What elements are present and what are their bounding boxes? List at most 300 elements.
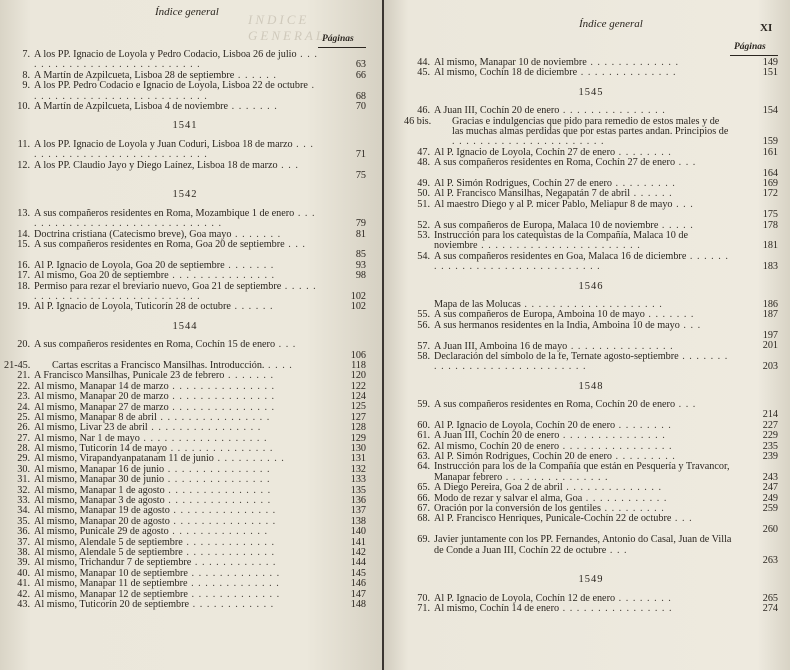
leader-dots: . . . . . . . . . . . . . . [168, 527, 268, 538]
leader-dots: . . . [671, 514, 693, 525]
leader-dots: . . . . . . . . . . . . . . . [168, 381, 276, 392]
leader-dots: . . . . . . . . . . . . . . . [168, 402, 276, 413]
entry-number: 20. [17, 339, 30, 351]
entry-number: 40. [17, 567, 30, 579]
entry-title: Al mismo, Alendale 5 de septiembre [34, 547, 183, 558]
page-number: 203 [762, 361, 778, 373]
page-number: 159 [762, 136, 778, 148]
leader-dots: . . . . . . . . . . . . . . . . [147, 423, 262, 434]
entry-title: Instrucción para los catequistas de la Compañía, Malaca 10 de noviembre [434, 230, 689, 252]
entry-title: Al P. Ignacio de Loyola, Cochín 20 de enero [434, 420, 616, 431]
page-number: 151 [762, 67, 778, 79]
toc-entry [4, 392, 366, 402]
page-number: 149 [762, 56, 778, 68]
toc-entry [4, 496, 366, 506]
page-number: 138 [350, 515, 366, 527]
entry-number: 7. [22, 49, 30, 60]
entry-title: Al P. Ignacio de Loyola, Tuticorín 28 de octubre [34, 302, 231, 313]
page-number: 129 [350, 432, 366, 444]
leader-dots: . . . . . . . . . . . . . . . . . . . . . . . . . . . . [34, 139, 314, 161]
page-number: 164 [762, 167, 778, 179]
toc-entry [4, 161, 366, 182]
entry-title: Al mismo, Manapar 11 de septiembre [34, 579, 188, 590]
page-number: 132 [350, 463, 366, 475]
year-heading: 1548 [578, 380, 604, 392]
page-number: 140 [350, 526, 366, 538]
header-rule [730, 55, 778, 56]
entry-title: Al mismo, Manapar 10 de septiembre [34, 568, 188, 579]
leader-dots: . . . . . . . . . . . . . . . [559, 431, 666, 442]
toc-entry [4, 548, 366, 558]
page-number: 178 [762, 219, 778, 231]
entry-number: 46. [417, 105, 430, 117]
entry-title: Cartas escritas a Francisco Mansilhas. Introducción. [52, 360, 265, 371]
entry-title: Declaración del símbolo de la fe, Ternate agosto-septiembre [434, 351, 679, 362]
entry-title: Al mismo, Tuticorín 20 de septiembre [34, 599, 190, 610]
toc-entry [404, 117, 778, 148]
year-heading: 1549 [578, 574, 604, 586]
entry-title: A los PP. Ignacio de Loyola y Juan Coduri, Lisboa 18 de marzo [34, 139, 293, 150]
toc-entry [4, 340, 366, 361]
toc-entry [404, 352, 778, 373]
leader-dots: . . . . . . . . [615, 147, 672, 158]
entry-number: 27. [17, 432, 30, 444]
entry-title: Al P. Ignacio de Loyola, Cochín 27 de enero [434, 147, 616, 158]
entry-number: 67. [417, 503, 430, 515]
leader-dots: . . . . . . . . . . . . . [586, 58, 679, 68]
toc-entry [404, 514, 778, 535]
leader-dots: . . . [675, 158, 697, 169]
page-number: 249 [762, 492, 778, 504]
leader-dots: . . . . . . . . . . . . . . . [502, 471, 609, 483]
entry-number: 9. [22, 80, 30, 92]
toc-entry [404, 231, 778, 252]
entry-number: 13. [17, 207, 30, 219]
entry-number: 19. [17, 301, 30, 313]
entry-title: Al mismo, Manapar 3 de agosto [34, 496, 165, 507]
entry-title: Al mismo, Tuticorín 14 de mayo [34, 444, 168, 455]
page-number: 120 [350, 370, 366, 382]
leader-dots: . . . . . . . . . . . . . [182, 547, 276, 558]
entry-number: 64. [417, 461, 430, 473]
leader-dots: . . . [606, 544, 628, 556]
page-number: 102 [350, 301, 366, 313]
toc-entry [404, 321, 778, 342]
entry-title: A los PP. Pedro Codacio e Ignacio de Loyola, Lisboa 22 de octubre [34, 81, 308, 92]
entry-title: A Francisco Mansilhas, Punicale 23 de febrero [34, 371, 225, 382]
entry-number: 8. [22, 69, 30, 81]
entry-number: 54. [417, 250, 430, 262]
toc-entry [404, 462, 778, 483]
entry-title: Al mismo, Goa 20 de septiembre [34, 271, 169, 282]
entry-title: Gracias e indulgencias que pido para remedio de estos males y de las muchas almas perdidas que por estas partes andan. Principios de [452, 116, 729, 137]
leader-dots: . . . . . . . . . . . . . . . [168, 271, 276, 282]
toc-entry [4, 382, 366, 392]
leader-dots: . . . . . . . . [615, 593, 672, 604]
toc-entry [4, 423, 366, 433]
page-number: 63 [355, 59, 366, 71]
page-number: 239 [762, 451, 778, 463]
leader-dots: . . . . . . . . . . . . . . . [164, 485, 272, 496]
toc-entry [404, 594, 778, 604]
entry-title: A Juan III, Amboina 16 de mayo [434, 341, 568, 352]
leader-dots: . . . . . . . . . . . . . . . [164, 496, 272, 507]
entry-number: 30. [17, 463, 30, 475]
toc-entry [4, 102, 366, 112]
leader-dots: . . . . . . . . . [600, 504, 665, 515]
right-page [384, 0, 790, 670]
entry-title: Permiso para rezar el breviario nuevo, Goa 21 de septiembre [34, 281, 282, 292]
toc-entry [404, 504, 778, 514]
leader-dots: . . . . . . . [224, 260, 275, 271]
entry-number: 45. [417, 67, 430, 79]
entry-title: Al P. Ignacio de Loyola, Cochín 12 de enero [434, 593, 616, 604]
page-number: 147 [350, 588, 366, 600]
toc-entry [4, 282, 366, 303]
page-number: 181 [762, 240, 778, 252]
page-number: 186 [762, 298, 778, 310]
toc-entry [4, 140, 366, 161]
leader-dots: . . . . . . . . . . . . . . . . . . . . . . . . . . [34, 81, 315, 102]
toc-entry [4, 361, 366, 371]
toc-entry [4, 271, 366, 281]
page-number: 146 [350, 578, 366, 590]
entry-number: 60. [417, 419, 430, 431]
toc-entry [404, 68, 778, 78]
entry-number: 23. [17, 391, 30, 403]
leader-dots: . . . . . . . . . . . . . . . . . . . . . . [452, 136, 605, 148]
entry-title: Mapa de las Molucas [434, 299, 521, 310]
entry-title: A Juan III, Cochín 20 de enero [434, 431, 560, 442]
year-heading: 1544 [172, 320, 198, 332]
page-number: 259 [762, 503, 778, 515]
entry-number: 10. [17, 100, 30, 112]
leader-dots: . . . . . . [234, 70, 277, 81]
leader-dots: . . . . . . . . . . . . . . . [559, 106, 666, 117]
entry-number: 69. [417, 534, 430, 546]
entry-number: 50. [417, 188, 430, 200]
entry-number: 56. [417, 319, 430, 331]
toc-entry [404, 310, 778, 320]
toc-entry [404, 221, 778, 231]
paginas-header: Páginas [734, 42, 766, 52]
entry-title: Al P. Simón Rodrigues, Cochín 20 de enero [434, 452, 612, 463]
page-number: 148 [350, 598, 366, 610]
entry-number: 38. [17, 546, 30, 558]
entry-title: A sus compañeros residentes en Goa, Malaca 16 de diciembre [434, 251, 687, 262]
page-number: 127 [350, 411, 366, 423]
toc-entry [404, 535, 778, 566]
toc-entry [4, 538, 366, 548]
page-number: 274 [762, 603, 778, 615]
leader-dots: . . . . . . . . . . . . [582, 493, 668, 504]
leader-dots: . . . . . . . . . . . . . . . . [156, 412, 271, 423]
bleed-through-header: INDICE GENERAL [248, 12, 327, 43]
leader-dots: . . . [275, 340, 297, 351]
toc-entry [4, 81, 366, 102]
entry-number: 16. [17, 259, 30, 271]
entry-number: 44. [417, 57, 430, 68]
entry-number: 71. [417, 603, 430, 615]
entry-title: Instrucción para los de la Compañía que están en Pesquería y Travancor, Manapar febrero [434, 462, 730, 483]
entry-number: 55. [417, 309, 430, 321]
entry-title: A Martín de Azpilcueta, Lisboa 4 de noviembre [34, 101, 229, 112]
entry-number: 39. [17, 557, 30, 569]
entry-number: 49. [417, 177, 430, 189]
entry-number: 28. [17, 443, 30, 455]
page-number: 243 [762, 471, 778, 483]
toc-entry [4, 486, 366, 496]
page-number: 214 [762, 409, 778, 421]
page-number: 235 [762, 440, 778, 452]
header-rule [318, 47, 366, 48]
page-number: 70 [355, 100, 366, 112]
toc-entry [4, 302, 366, 312]
entry-number: 21. [17, 370, 30, 382]
toc-entry [4, 590, 366, 600]
leader-dots: . . . . . . . . . . . . . . . [169, 516, 277, 527]
entry-number: 14. [17, 228, 30, 240]
leader-dots: . . . . . . . . . . [213, 454, 285, 465]
leader-dots: . . . . . . . . . . . . . . . . . . . . [520, 299, 663, 310]
entry-title: Al mismo, Cochín 14 de enero [434, 604, 560, 615]
entry-title: A Martín de Azpilcueta, Lisboa 28 de septiembre [34, 70, 235, 81]
entry-title: Al mismo, Manapar 19 de agosto [34, 506, 170, 517]
entry-number: 25. [17, 411, 30, 423]
toc-entry [4, 475, 366, 485]
toc-entry [4, 230, 366, 240]
year-heading: 1542 [172, 189, 198, 201]
entry-title: A los PP. Ignacio de Loyola y Pedro Codacio, Lisboa 26 de julio [34, 50, 297, 60]
leader-dots: . . . . . . . . [615, 420, 672, 431]
entry-number: 15. [17, 238, 30, 250]
leader-dots: . . . . . . . . . . . . . . . [168, 392, 276, 403]
toc-entry [4, 600, 366, 610]
entry-number: 41. [17, 578, 30, 590]
entry-number: 33. [17, 495, 30, 507]
entry-number: 57. [417, 340, 430, 352]
toc-entry [404, 148, 778, 158]
entry-title: A sus compañeros residentes en Roma, Mozambique 1 de enero [34, 208, 295, 219]
page-number: 79 [355, 218, 366, 230]
entry-title: Al mismo, Manapar 1 de agosto [34, 485, 165, 496]
leader-dots: . . . . . . . . . . . . . . . [164, 475, 271, 486]
leader-dots: . . . . . . . . . . . . . . . . . . . . . . . . . . . . . [34, 281, 317, 302]
toc-list-left [4, 50, 366, 610]
leader-dots: . . . . . . . . . . . . . . . . . . . . . . . [477, 240, 641, 252]
page-folio: XI [760, 22, 773, 34]
page-number: 131 [350, 453, 366, 465]
entry-title: A los PP. Claudio Jayo y Diego Laínez, Lisboa 18 de marzo [34, 160, 278, 171]
entry-number: 43. [17, 598, 30, 610]
page-number: 125 [350, 401, 366, 413]
entry-title: Al mismo, Manapar 14 de marzo [34, 381, 169, 392]
page-number: 75 [355, 169, 366, 181]
entry-title: A Diego Pereira, Goa 2 de abril [434, 483, 563, 494]
leader-dots: . . . [284, 239, 306, 250]
page-number: 141 [350, 536, 366, 548]
toc-entry [4, 261, 366, 271]
toc-entry [404, 421, 778, 431]
page-number: 135 [350, 484, 366, 496]
leader-dots: . . . . . . [630, 189, 673, 200]
toc-entry [404, 400, 778, 421]
leader-dots: . . . . . . . . . . . . . . . . . . [139, 433, 268, 444]
entry-title: Al mismo, Manapar 16 de junio [34, 464, 165, 475]
leader-dots: . . . [672, 199, 694, 210]
entry-number: 35. [17, 515, 30, 527]
toc-entry [404, 58, 778, 68]
page-number: 142 [350, 546, 366, 558]
entry-number: 17. [17, 270, 30, 282]
page-number: 81 [355, 228, 366, 240]
left-page [0, 0, 382, 670]
entry-number: 46 bis. [404, 115, 432, 127]
leader-dots: . . . . . . . . . . . . [189, 599, 275, 610]
entry-number: 11. [17, 138, 30, 150]
entry-title: Al mismo, Punicale 29 de agosto [34, 527, 169, 538]
page-number: 136 [350, 495, 366, 506]
toc-entry [4, 444, 366, 454]
entry-title: Al mismo, Manapar 8 de abril [34, 412, 157, 423]
entry-title: Al P. Simón Rodrigues, Cochín 27 de enero [434, 178, 612, 189]
leader-dots: . . . . . . . . . . . . . . . . [559, 441, 673, 452]
entry-number: 62. [417, 440, 430, 452]
entry-title: Oración por la conversión de los gentiles [434, 504, 601, 515]
entry-number: 22. [17, 380, 30, 392]
entry-title: Al mismo, Manapar 12 de septiembre [34, 589, 188, 600]
toc-entry [404, 342, 778, 352]
entry-title: Al mismo, Cochín 18 de diciembre [434, 68, 578, 79]
leader-dots: . . . . . . . . . . . . . . . [567, 341, 674, 352]
page-number: 263 [762, 555, 778, 566]
entry-number: 37. [17, 536, 30, 548]
entry-number: 42. [17, 588, 30, 600]
entry-number: 12. [17, 159, 30, 171]
leader-dots: . . . . . . . . . . . . . [182, 537, 276, 548]
entry-title: Al mismo, Manapar 30 de junio [34, 475, 165, 486]
entry-number: 59. [417, 399, 430, 411]
leader-dots: . . . [679, 320, 702, 331]
toc-entry [4, 50, 366, 71]
page-number: 98 [355, 270, 366, 282]
page-number: 227 [762, 419, 778, 431]
entry-title: A sus compañeros residentes en Roma, Cochín 15 de enero [34, 340, 276, 351]
toc-entry [4, 240, 366, 261]
leader-dots: . . . . . [658, 220, 694, 231]
toc-entry [404, 452, 778, 462]
leader-dots: . . . . . . . . . . . . . . . [167, 444, 274, 455]
page-number: 183 [762, 261, 778, 273]
toc-entry [4, 434, 366, 444]
page-number: 260 [762, 523, 778, 535]
toc-entry [404, 483, 778, 493]
toc-entry [4, 403, 366, 413]
page-number: 124 [350, 391, 366, 403]
toc-entry [4, 465, 366, 475]
leader-dots: . . . . [264, 360, 293, 371]
toc-entry [404, 179, 778, 189]
toc-entry [4, 209, 366, 230]
entry-number: 36. [17, 526, 30, 538]
entry-title: A sus compañeros de Europa, Malaca 10 de noviembre [434, 220, 659, 231]
toc-entry [404, 200, 778, 221]
toc-entry [404, 604, 778, 614]
toc-entry [404, 158, 778, 179]
leader-dots: . . . . . . . . . . . . . . [577, 68, 677, 79]
leader-dots: . . . . . . . . . [612, 452, 676, 463]
entry-number: 61. [417, 430, 430, 442]
page-number: 201 [762, 340, 778, 352]
leader-dots: . . . . . . . [231, 229, 282, 240]
toc-entry [404, 252, 778, 273]
year-heading: 1541 [172, 120, 198, 132]
page-number: 187 [762, 309, 778, 321]
entry-number: 63. [417, 451, 430, 463]
entry-number: 34. [17, 505, 30, 517]
entry-title: Al mismo, Manapar 10 de noviembre [434, 58, 587, 68]
entry-number: 66. [417, 492, 430, 504]
leader-dots: . . . . . . . . . . . . . . . . [559, 604, 673, 615]
leader-dots: . . . . . . . . . . . . . [187, 568, 281, 579]
leader-dots: . . . . . . . . . . . . . . . [164, 464, 271, 475]
entry-number: 65. [417, 482, 430, 494]
year-heading: 1546 [578, 280, 604, 292]
entry-title: Al mismo, Virapandyanpatanam 11 de junio [34, 454, 214, 465]
toc-entry [404, 494, 778, 504]
toc-entry [404, 189, 778, 199]
entry-title: Al mismo, Trichandur 7 de septiembre [34, 558, 192, 569]
entry-title: A sus compañeros residentes en Roma, Cochín 27 de enero [434, 158, 676, 169]
page-number: 265 [762, 592, 778, 604]
entry-number: 29. [17, 453, 30, 465]
entry-number: 31. [17, 474, 30, 486]
entry-title: A Juan III, Cochín 20 de enero [434, 106, 560, 117]
entry-number: 18. [17, 280, 30, 292]
leader-dots: . . . . . . . . . [612, 178, 676, 189]
leader-dots: . . . . . . . . . . . . . . . . . . . . . . . . . . . . . . [434, 251, 729, 273]
toc-entry [4, 527, 366, 537]
leader-dots: . . . [675, 400, 697, 411]
toc-entry [4, 579, 366, 589]
page-number: 66 [355, 69, 366, 81]
entry-title: Al mismo, Manapar 27 de marzo [34, 402, 169, 413]
page-number: 118 [351, 359, 366, 371]
toc-entry [4, 371, 366, 381]
entry-number: 26. [17, 422, 30, 434]
entry-title: Al mismo, Manapar 20 de marzo [34, 392, 169, 403]
entry-number: 32. [17, 484, 30, 496]
page-number: 172 [762, 188, 778, 200]
toc-entry [404, 300, 778, 310]
entry-title: Al mismo, Cochín 20 de enero [434, 441, 560, 452]
leader-dots: . . . [277, 160, 299, 171]
entry-title: Al mismo, Alendale 5 de septiembre [34, 537, 183, 548]
toc-entry [4, 71, 366, 81]
entry-number: 58. [417, 350, 430, 362]
page-number: 130 [350, 443, 366, 455]
running-header: Índice general [155, 6, 219, 18]
page-number: 161 [762, 146, 778, 158]
entry-number: 48. [417, 157, 430, 169]
page-number: 106 [350, 349, 366, 361]
leader-dots: . . . . . . [230, 302, 274, 313]
leader-dots: . . . . . . . . . . . . . . [562, 483, 663, 494]
entry-title: Al mismo, Manapar 20 de agosto [34, 516, 170, 527]
page-number: 197 [762, 330, 778, 342]
toc-entry [4, 413, 366, 423]
page-number: 71 [355, 149, 366, 161]
